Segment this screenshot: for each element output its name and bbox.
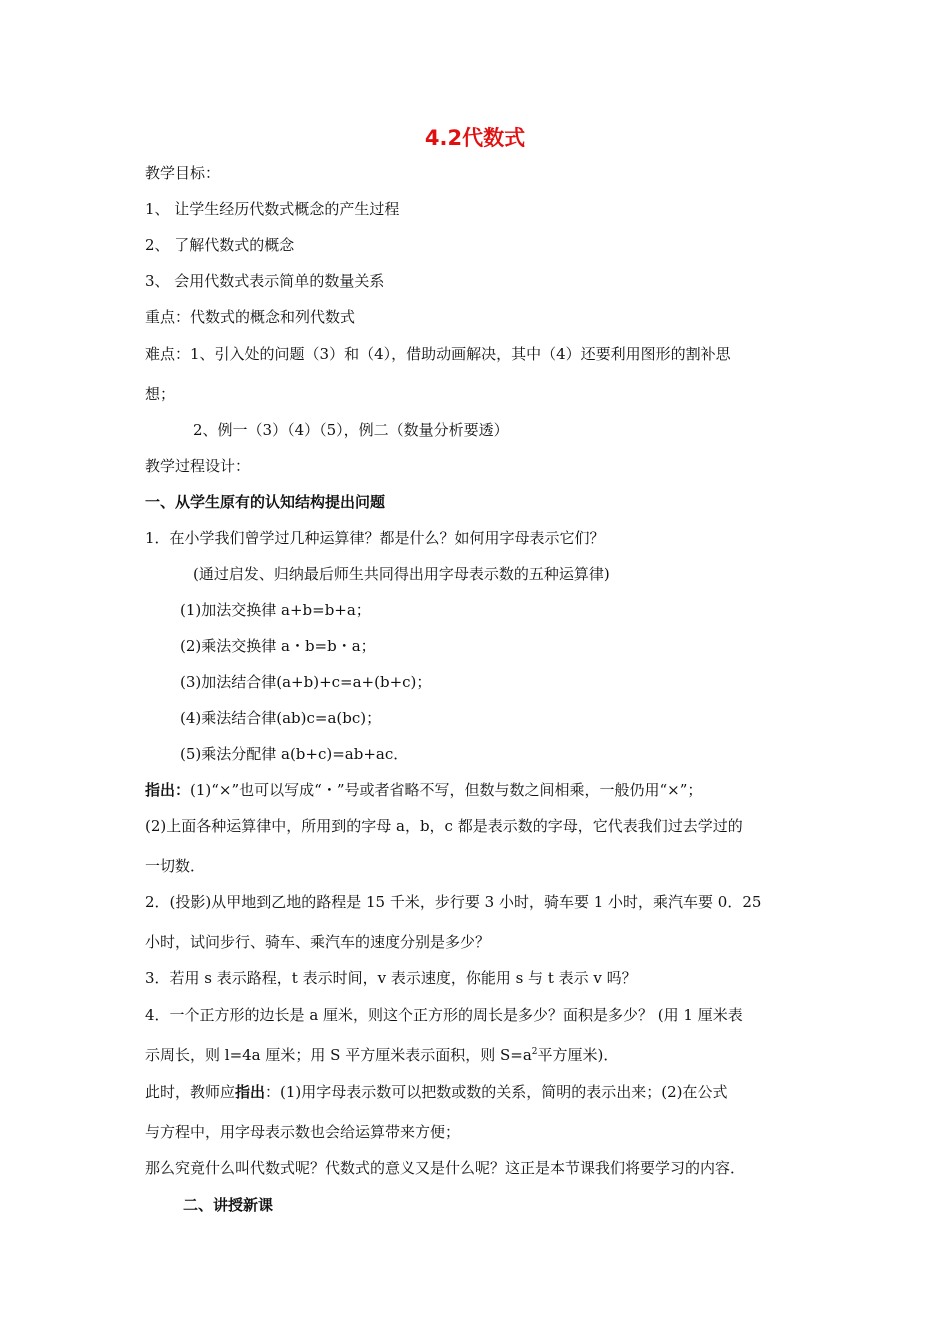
objective-item: 2、 了解代数式的概念	[145, 236, 295, 254]
question-2: 2．(投影)从甲地到乙地的路程是 15 千米，步行要 3 小时，骑车要 1 小时，乘汽车要 0．25	[145, 893, 762, 911]
superscript: 2	[531, 1047, 538, 1057]
objective-item: 3、 会用代数式表示简单的数量关系	[145, 272, 385, 290]
question-4: 示周长，则 l=4a 厘米；用 S 平方厘米表示面积，则 $S=a^2$平方厘米)．	[145, 1046, 619, 1064]
law-item: (2)乘法交换律 a・b=b・a；	[180, 637, 376, 655]
point-label: 指出：	[145, 781, 191, 799]
law-item: (4)乘法结合律(ab)c=a(bc)；	[180, 709, 382, 727]
law-item: (5)乘法分配律 a(b+c)=ab+ac．	[180, 745, 409, 763]
difficulty-line: 难点：1、引入处的问题（3）和（4），借助动画解决，其中（4）还要利用图形的割补思	[145, 345, 731, 363]
difficulty-line: 2、例一（3）（4）（5），例二（数量分析要透）	[193, 421, 509, 439]
teacher-point: 与方程中，用字母表示数也会给运算带来方便；	[145, 1123, 461, 1141]
point-line: (2)上面各种运算律中，所用到的字母 a，b，c 都是表示数的字母，它代表我们过去学过的	[145, 817, 743, 835]
question-1: 1．在小学我们曾学过几种运算律？都是什么？如何用字母表示它们？	[145, 529, 605, 547]
point-text: (1)“×”也可以写成“・”号或者省略不写，但数与数之间相乘，一般仍用“×”；	[190, 781, 703, 799]
law-item: (1)加法交换律 a+b=b+a；	[180, 601, 371, 619]
question-1-note: (通过启发、归纳最后师生共同得出用字母表示数的五种运算律)	[193, 565, 610, 583]
question-4: 4．一个正方形的边长是 a 厘米，则这个正方形的周长是多少？面积是多少？ (用 1 厘米表	[145, 1006, 743, 1024]
difficulty-line: 想；	[145, 385, 176, 403]
law-item: (3)加法结合律(a+b)+c=a+(b+c)；	[180, 673, 432, 691]
question-3: 3．若用 s 表示路程，t 表示时间，v 表示速度，你能用 s 与 t 表示 v 吗？	[145, 969, 637, 987]
section-heading: 二、讲授新课	[183, 1196, 274, 1214]
objectives-heading: 教学目标：	[145, 164, 221, 182]
teacher-point: 此时，教师应指出：(1)用字母表示数可以把数或数的关系，简明的表示出来；(2)在公式	[145, 1083, 728, 1101]
process-heading: 教学过程设计：	[145, 457, 251, 475]
point-line	[145, 780, 702, 800]
key-point: 重点：代数式的概念和列代数式	[145, 308, 356, 326]
document-title: 4.2代数式	[424, 126, 526, 150]
question-2: 小时，试问步行、骑车、乘汽车的速度分别是多少？	[145, 933, 491, 951]
objective-item: 1、 让学生经历代数式概念的产生过程	[145, 200, 400, 218]
point-line: 一切数．	[145, 857, 206, 875]
closing-text: 那么究竟什么叫代数式呢？代数式的意义又是什么呢？这正是本节课我们将要学习的内容．	[145, 1159, 746, 1177]
section-heading: 一、从学生原有的认知结构提出问题	[145, 493, 386, 511]
